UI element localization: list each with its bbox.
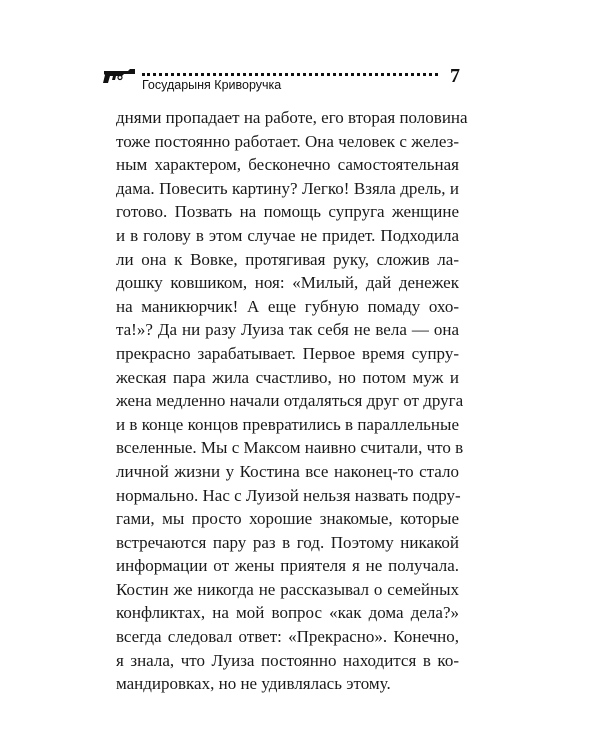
header-dotted-rule (142, 73, 438, 76)
text-line: жена медленно начали отдаляться друг от друга (116, 391, 464, 411)
text-line: днями пропадает на работе, его вторая половина (116, 108, 468, 127)
text-line: готово. Позвать на помощь супруга женщине (116, 202, 459, 222)
text-line: на маникюрчик! А еще губную помаду охо- (116, 296, 459, 316)
text-line: информации от жены приятеля я не получала. (116, 556, 459, 576)
text-line: дошку ковшиком, ноя: «Милый, дай денежек (116, 273, 459, 293)
text-line: встречаются пару раз в год. Поэтому никакой (116, 532, 459, 552)
text-line: гами, мы просто хорошие знакомые, которые (116, 509, 459, 529)
text-line: вселенные. Мы с Максом наивно считали, что в (116, 438, 464, 458)
text-line: прекрасно зарабатывает. Первое время супру- (116, 343, 459, 363)
text-line: личной жизни у Костина все наконец-то стало (116, 461, 459, 481)
page-header (102, 66, 462, 96)
text-line: мандировках, но не удивлялась этому. (116, 674, 391, 694)
text-line: ли она к Вовке, протягивая руку, сложив ла- (116, 249, 459, 269)
text-line: Костин же никогда не рассказывал о семейных (116, 579, 459, 599)
revolver-icon (102, 68, 136, 84)
text-line: дама. Повесить картину? Легко! Взяла дрель, и (116, 178, 459, 198)
text-line: жеская пара жила счастливо, но потом муж и (116, 367, 459, 387)
running-title: Государыня Криворучка (142, 78, 282, 92)
text-line: всегда следовал ответ: «Прекрасно». Конечно, (116, 627, 459, 647)
text-line: та!»? Да ни разу Луиза так себя не вела — она (116, 320, 459, 340)
text-line: я знала, что Луиза постоянно находится в ко- (116, 650, 459, 670)
body-text (116, 106, 468, 696)
text-line: ным характером, бесконечно самостоятельная (116, 155, 459, 175)
text-line: конфликтах, на мой вопрос «как дома дела?» (116, 603, 459, 623)
text-line: и в конце концов превратились в параллельные (116, 414, 459, 434)
page-number: 7 (450, 65, 460, 87)
text-line: тоже постоянно работает. Она человек с желез- (116, 131, 459, 151)
text-line: и в голову в этом случае не придет. Подходила (116, 225, 459, 245)
text-line: нормально. Нас с Луизой нельзя назвать подру- (116, 485, 461, 505)
